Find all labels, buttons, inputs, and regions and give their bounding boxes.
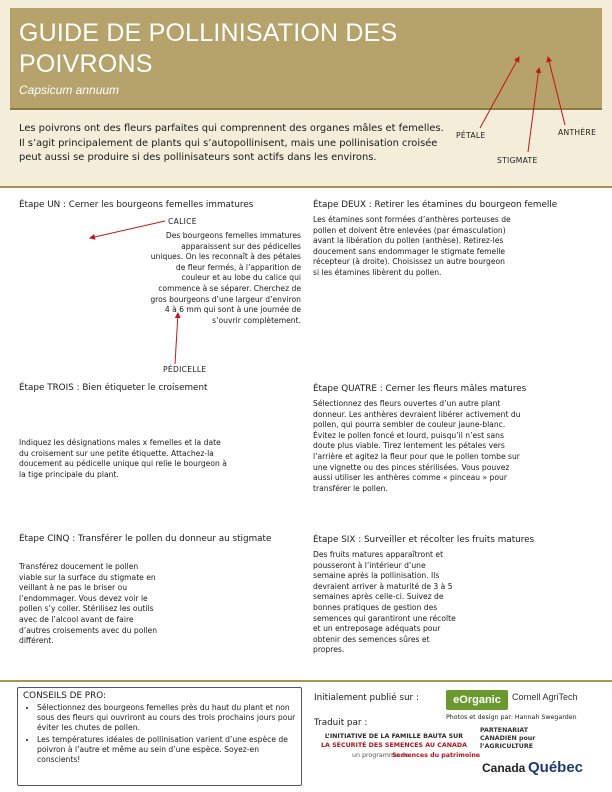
step-five-heading: Étape CINQ : Transférer le pollen du donneur au stigmate — [19, 534, 272, 544]
bauta-line-2: LA SÉCURITÉ DES SEMENCES AU CANADA — [321, 742, 467, 749]
step-four-text: Sélectionnez des fleurs ouvertes d’un autre plant donneur. Les anthères devraient libérer activement du pollen, qui pourra sembler de couleur jaune-blanc. Évitez le pollen foncé et lourd, puisqu’il n’est sans doute plus viable. Tirez lentement les pétales vers l’arrière et agitez la fleur pour que le pollen tombe sur une vignette ou des pinces stérilisées. Vous pouvez aussi utiliser les anthères comme « pinceau » pour transférer le pollen. — [313, 399, 521, 493]
step-one-heading: Étape UN : Cerner les bourgeons femelles immatures — [19, 200, 254, 210]
program-of: un programme de — [352, 752, 409, 759]
step-six-heading: Étape SIX : Surveiller et récolter les fruits matures — [313, 535, 535, 545]
quebec-logo: Québec — [528, 759, 584, 776]
partner-line-1: PARTENARIAT — [480, 727, 529, 734]
pro-tips-list — [23, 703, 296, 765]
intro-paragraph: Les poivrons ont des fleurs parfaites qui comprennent des organes mâles et femelles. Il s’agit principalement de plants qui s’autopollinisent, mais une pollinisation croisée peut aussi se produire si des pollinisateurs sont actifs dans les environs. — [19, 123, 444, 164]
page-title: GUIDE DE POLLINISATION DES POIVRONS — [19, 19, 398, 78]
arrow-petal — [480, 57, 519, 128]
label-stigma: STIGMATE — [497, 156, 538, 165]
translated-label: Traduit par : — [314, 718, 368, 728]
step-two-heading: Étape DEUX : Retirer les étamines du bourgeon femelle — [313, 200, 558, 210]
pro-tips-heading: CONSEILS DE PRO: — [23, 691, 106, 701]
step-two-text: Les étamines sont formées d’anthères porteuses de pollen et doivent être enlevées (par émasculation) avant la libération du pollen (anthèse). Retirez-les doucement sans endommager le stigmate femelle récepteur (à droite). Choisissez un autre bourgeon si les étamines libèrent du pollen. — [313, 215, 511, 277]
partner-line-3: l’AGRICULTURE — [480, 743, 534, 750]
published-label: Initialement publié sur : — [314, 693, 419, 703]
step-one-text: Des bourgeons femelles immatures apparaissent sur des pédicelles uniques. On les reconnaît à des pétales de fleur fermés, à l’apparition de couleur et au lobe du calice qui commence à se séparer. Cherchez de gros bourgeons d’une largeur d’environ 4 à 6 mm qui sont à une journée de s’ouvrir complètement. — [150, 231, 301, 325]
pro-tips-box — [17, 687, 302, 786]
step-three-heading: Étape TROIS : Bien étiqueter le croisement — [19, 383, 208, 393]
arrow-stigma — [528, 68, 539, 152]
scientific-name: Capsicum annuum — [19, 83, 120, 97]
step-three-text: Indiquez les désignations males x femelles et la date du croisement sur une petite étiquette. Attachez-la doucement au pédicelle unique qui relie le bourgeon à la tige principale du plant. — [19, 438, 227, 479]
label-calyx: CALICE — [168, 217, 197, 226]
divider-top — [0, 186, 612, 188]
pro-tip-item: • Sélectionnez des bourgeons femelles près du haut du plant et non sous des fleurs qui ouvriront au cours des trois prochains jours pour éviter les chutes de pollen. — [37, 703, 296, 734]
pro-tip-item: • Les températures idéales de pollinisation varient d’une espèce de poivron à l’autre et même au sein d’une espèce. Soyez-en conscients! — [37, 735, 296, 766]
bauta-line-1: L’INITIATIVE DE LA FAMILLE BAUTA SUR — [324, 733, 464, 740]
label-anther: ANTHÈRE — [558, 128, 597, 137]
photo-credit: Photos et design par: Hannah Swegarden — [446, 714, 577, 721]
canada-logo: Canada — [482, 761, 526, 775]
step-four-heading: Étape QUATRE : Cerner les fleurs mâles matures — [313, 384, 527, 394]
cornell-agritech-logo: Cornell AgriTech — [512, 692, 578, 702]
label-petal: PÉTALE — [456, 131, 486, 140]
partner-line-2: CANADIEN pour — [480, 735, 536, 742]
step-five-text: Transférez doucement le pollen viable sur la surface du stigmate en veillant à ne pas le briser ou l’endommager. Vous devez voir le pollen s’y coller. Stérilisez les outils avec de l’alcool avant de faire d’autres croisements avec du pollen différent. — [19, 562, 158, 646]
step-six-text: Des fruits matures apparaîtront et pousseront à l’intérieur d’une semaine après la pollinisation. Ils devraient arriver à maturité de 3 à 5 semaines après celle-ci. Suivez de bonnes pratiques de gestion des semences qui garantiront une récolte et un entreposage adéquats pour obtenir des semences sûres et propres. — [313, 550, 456, 655]
eorganic-logo: eOrganic — [446, 690, 508, 710]
label-pedicel: PÉDICELLE — [163, 365, 207, 374]
arrow-anther — [548, 57, 565, 125]
divider-bottom — [0, 680, 612, 682]
seme-logo: Semences du patrimoine — [392, 752, 481, 759]
